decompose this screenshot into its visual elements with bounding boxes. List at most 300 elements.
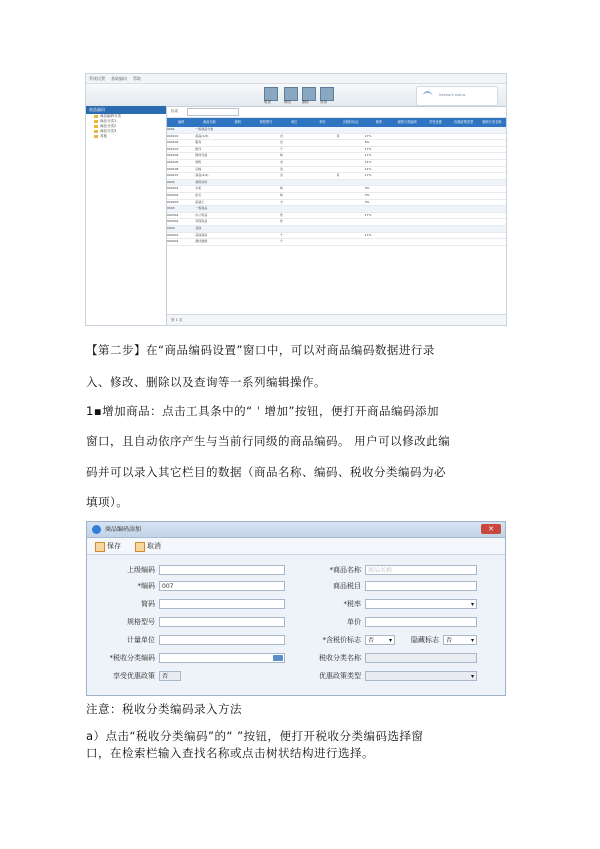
preferential-label: 享受优惠政策 — [113, 672, 155, 680]
table-cell — [280, 226, 308, 232]
table-cell — [478, 160, 506, 166]
chevron-down-icon: ▾ — [470, 601, 474, 608]
table-row[interactable] — [167, 173, 506, 180]
chevron-down-icon: ▾ — [470, 637, 474, 644]
parent-code-label: 上级编码 — [127, 566, 155, 574]
tool-label: 修改 — [284, 100, 291, 104]
table-cell — [393, 127, 421, 133]
app-logo-icon — [92, 525, 101, 534]
table-cell — [478, 233, 506, 239]
table-cell: 吨 — [280, 153, 284, 158]
table-cell: 台 — [280, 133, 284, 138]
table-cell — [450, 153, 478, 159]
search-input[interactable] — [187, 108, 239, 116]
table-cell: 钢材设备 — [195, 153, 208, 158]
tree-node[interactable]: 其他 — [86, 134, 166, 139]
column-header[interactable]: 优惠政策类型 — [454, 120, 474, 124]
table-cell — [365, 127, 393, 133]
step2-paragraph-line: 入、修改、删除以及查询等一系列编辑操作。 — [86, 375, 326, 389]
table-cell — [393, 186, 421, 192]
table-cell — [393, 219, 421, 225]
table-cell — [421, 226, 449, 232]
table-cell — [252, 173, 280, 179]
tax-included-select[interactable] — [365, 635, 395, 645]
column-header[interactable]: 税收分类编码 — [397, 120, 417, 124]
save-button[interactable]: 保存 — [95, 541, 121, 551]
table-cell — [421, 239, 449, 245]
table-row[interactable] — [167, 134, 506, 141]
table-cell — [393, 226, 421, 232]
table-cell — [393, 200, 421, 206]
table-cell: 000401 — [167, 232, 179, 237]
table-cell: 件 — [280, 219, 284, 224]
table-cell — [337, 239, 365, 245]
table-cell — [308, 134, 336, 140]
table-cell — [224, 213, 252, 219]
table-cell — [224, 200, 252, 206]
table-cell: 0004 — [167, 225, 175, 230]
table-cell — [252, 193, 280, 199]
table-cell — [252, 213, 280, 219]
table-cell — [337, 186, 365, 192]
table-cell — [478, 219, 506, 225]
table-cell: 000302 — [167, 219, 179, 224]
table-cell: 吨 — [280, 186, 284, 191]
table-cell — [337, 127, 365, 133]
table-cell — [224, 193, 252, 199]
table-cell — [252, 153, 280, 159]
table-cell — [252, 200, 280, 206]
product-table-area — [167, 106, 506, 325]
table-cell — [421, 147, 449, 153]
product-table — [167, 118, 506, 246]
table-cell — [252, 239, 280, 245]
table-cell — [450, 140, 478, 146]
short-code-field[interactable] — [159, 599, 285, 609]
table-cell: 件 — [280, 212, 284, 217]
table-cell — [308, 160, 336, 166]
table-cell — [393, 233, 421, 239]
table-cell — [478, 206, 506, 212]
table-cell: 运输 — [195, 166, 202, 171]
table-cell — [365, 226, 393, 232]
table-cell — [393, 239, 421, 245]
table-cell: 商品(1/2) — [195, 133, 209, 138]
spec-field[interactable] — [159, 617, 285, 627]
table-row[interactable] — [167, 160, 506, 167]
table-cell — [308, 127, 336, 133]
tax-class-name-label: 税收分类名称 — [319, 654, 361, 662]
close-button[interactable]: ✕ — [481, 524, 501, 534]
table-cell — [308, 193, 336, 199]
cancel-button[interactable]: 取消 — [135, 541, 161, 551]
column-header[interactable]: 含税价标志 — [342, 120, 359, 124]
table-cell: 是 — [336, 173, 340, 178]
table-cell — [421, 193, 449, 199]
table-cell — [450, 226, 478, 232]
chevron-down-icon: ▾ — [470, 673, 474, 680]
tax-item-label: 商品税目 — [333, 582, 361, 590]
table-cell: 000104 — [167, 153, 179, 158]
column-header[interactable]: 简码 — [234, 120, 241, 124]
tax-included-value: 否 — [368, 637, 375, 644]
table-cell — [224, 173, 252, 179]
table-cell — [337, 206, 365, 212]
table-cell — [478, 173, 506, 179]
table-row[interactable] — [167, 200, 506, 207]
step2-paragraph-line: 【第二步】在“商品编码设置”窗口中，可以对商品编码数据进行录 — [86, 343, 435, 357]
table-cell: 0003 — [167, 206, 175, 211]
table-cell — [337, 200, 365, 206]
delete-icon[interactable] — [302, 87, 316, 101]
table-cell: 混凝土 — [195, 199, 205, 204]
table-cell — [365, 219, 393, 225]
add-product-paragraph-line: 1▪增加商品：点击工具条中的“ ˈ 增加”按钮，便打开商品编码添加 — [86, 404, 439, 418]
chevron-down-icon: ▾ — [388, 637, 392, 644]
table-cell — [421, 134, 449, 140]
table-cell — [308, 147, 336, 153]
tax-code-paragraph-line: 口，在检索栏输入查找名称或点击树状结构进行选择。 — [86, 746, 374, 760]
table-row[interactable] — [167, 147, 506, 154]
table-cell — [308, 180, 336, 186]
table-cell: 次 — [280, 140, 284, 145]
table-cell — [365, 180, 393, 186]
table-cell — [393, 213, 421, 219]
table-cell — [450, 200, 478, 206]
table-cell: 11% — [364, 166, 372, 171]
column-header[interactable]: 税率 — [375, 120, 383, 124]
table-cell — [450, 167, 478, 173]
table-cell: 水泥 — [195, 186, 202, 191]
table-row[interactable] — [167, 127, 506, 134]
edit-icon[interactable] — [284, 87, 298, 101]
table-cell: 吨 — [280, 192, 284, 197]
table-cell: 其他商品 — [195, 232, 208, 237]
table-cell — [450, 134, 478, 140]
preferential-type-label: 优惠政策类型 — [319, 672, 361, 680]
table-row[interactable] — [167, 180, 506, 187]
table-cell: 米 — [280, 159, 284, 164]
table-cell — [224, 219, 252, 225]
table-cell — [478, 127, 506, 133]
table-cell: 000201 — [167, 186, 179, 191]
table-cell — [224, 160, 252, 166]
table-cell — [450, 239, 478, 245]
table-cell — [393, 180, 421, 186]
table-cell: 0001 — [167, 127, 175, 131]
tree-node[interactable]: 商品分类3 — [86, 129, 166, 134]
table-cell: 建筑 — [195, 159, 202, 164]
table-cell: 方 — [280, 199, 284, 204]
product-code-add-dialog — [86, 521, 506, 696]
table-cell — [252, 140, 280, 146]
column-header[interactable]: 单位 — [290, 120, 298, 124]
table-cell — [252, 167, 280, 173]
table-cell — [224, 140, 252, 146]
table-cell: 000105 — [167, 159, 179, 164]
tool-label: 删除 — [302, 100, 309, 104]
preferential-select[interactable] — [159, 671, 181, 681]
tree-header: 商品编码 — [86, 106, 166, 114]
table-cell — [478, 134, 506, 140]
table-cell: 是 — [336, 133, 340, 138]
table-cell: 000103 — [167, 146, 179, 151]
short-code-label: 简码 — [141, 600, 155, 608]
table-cell — [308, 153, 336, 159]
column-header[interactable]: 税收分类名称 — [482, 120, 502, 124]
menu-item[interactable]: 基础编码 — [111, 76, 127, 81]
table-cell: 个 — [280, 146, 284, 151]
table-cell — [478, 193, 506, 199]
table-cell — [337, 226, 365, 232]
table-cell — [252, 206, 280, 212]
add-product-paragraph-line: 填项）。 — [86, 495, 129, 509]
table-cell: 0002 — [167, 179, 175, 184]
table-cell: 000107 — [167, 173, 179, 178]
tax-item-field[interactable] — [365, 581, 477, 591]
table-cell: 个 — [280, 232, 284, 237]
table-cell — [308, 186, 336, 192]
table-row[interactable] — [167, 193, 506, 200]
table-cell — [421, 186, 449, 192]
table-row[interactable] — [167, 219, 506, 226]
table-cell — [308, 140, 336, 146]
table-cell — [478, 186, 506, 192]
table-cell — [224, 206, 252, 212]
table-cell: 个 — [280, 239, 284, 244]
table-cell — [421, 167, 449, 173]
filter-bar — [167, 106, 506, 118]
tax-class-name-field — [365, 653, 477, 663]
table-cell — [252, 219, 280, 225]
table-cell — [365, 206, 393, 212]
table-cell — [252, 160, 280, 166]
status-text: Network status — [439, 93, 466, 97]
table-cell — [224, 127, 252, 133]
table-cell: 17% — [364, 133, 372, 138]
table-cell — [450, 193, 478, 199]
table-cell — [252, 186, 280, 192]
table-cell — [224, 147, 252, 153]
table-row[interactable] — [167, 140, 506, 147]
table-cell: 一般商品 — [195, 206, 208, 211]
table-cell — [393, 193, 421, 199]
table-cell: 000202 — [167, 192, 179, 197]
preferential-type-select[interactable] — [365, 671, 477, 681]
table-row[interactable] — [167, 213, 506, 220]
table-cell: 测试数据 — [195, 239, 208, 244]
preferential-value: 否 — [162, 673, 169, 680]
table-cell — [421, 173, 449, 179]
table-row[interactable] — [167, 226, 506, 233]
table-cell: 建筑材料 — [195, 179, 208, 184]
column-header[interactable]: 享受优惠 — [429, 120, 442, 124]
table-cell — [393, 160, 421, 166]
tool-label: 查询 — [320, 100, 327, 104]
spec-label: 规格型号 — [127, 618, 155, 626]
table-cell — [280, 206, 308, 212]
table-cell — [450, 180, 478, 186]
table-cell: 商品(2/2) — [195, 173, 209, 178]
column-header[interactable]: 商品名称 — [203, 120, 216, 124]
table-cell: 17% — [364, 153, 372, 158]
table-cell — [393, 147, 421, 153]
tax-code-picker-button[interactable] — [273, 655, 283, 661]
table-cell — [252, 233, 280, 239]
table-cell — [252, 226, 280, 232]
table-cell: 办公用品 — [195, 212, 208, 217]
table-cell — [337, 219, 365, 225]
menu-bar — [86, 74, 506, 84]
table-cell — [450, 213, 478, 219]
table-cell — [280, 127, 308, 133]
table-cell — [478, 167, 506, 173]
table-cell: 3% — [364, 192, 370, 197]
pagination-bar: 第 1 页 — [167, 314, 506, 325]
table-cell: 000102 — [167, 140, 179, 145]
add-product-paragraph-line: 码并可以录入其它栏目的数据（商品名称、编码、税收分类编码为必 — [86, 465, 446, 479]
parent-code-field[interactable] — [159, 565, 285, 575]
table-cell — [337, 167, 365, 173]
table-cell: 一般商品分类 — [195, 127, 214, 131]
table-cell — [478, 147, 506, 153]
table-cell — [421, 206, 449, 212]
table-row[interactable] — [167, 239, 506, 246]
unit-price-label: 单价 — [347, 618, 361, 626]
code-label: *编码 — [137, 582, 155, 590]
unit-price-field[interactable] — [365, 617, 477, 627]
table-cell — [337, 180, 365, 186]
table-cell — [365, 239, 393, 245]
table-cell — [224, 239, 252, 245]
table-cell — [393, 153, 421, 159]
add-icon[interactable] — [264, 87, 278, 101]
product-name-field[interactable] — [365, 565, 477, 575]
tree-node[interactable]: 商品分类1 — [86, 119, 166, 124]
table-cell — [450, 127, 478, 133]
table-cell: 17% — [364, 232, 372, 237]
table-cell — [308, 206, 336, 212]
table-cell — [393, 173, 421, 179]
table-cell — [252, 147, 280, 153]
menu-item[interactable]: 帮助 — [133, 76, 141, 81]
table-cell — [252, 134, 280, 140]
table-row[interactable] — [167, 233, 506, 240]
table-cell: 其他 — [195, 225, 202, 230]
filter-label: 检索 — [171, 109, 178, 113]
table-cell — [337, 233, 365, 239]
table-cell — [337, 147, 365, 153]
table-cell — [450, 147, 478, 153]
column-header[interactable]: 编码 — [177, 120, 185, 124]
table-cell — [224, 134, 252, 140]
unit-field[interactable] — [159, 635, 285, 645]
table-cell — [478, 200, 506, 206]
table-cell: 000101 — [167, 133, 179, 138]
product-name-label: *商品名称 — [329, 566, 361, 574]
table-cell — [252, 127, 280, 133]
table-cell: 000301 — [167, 212, 179, 217]
table-cell — [421, 160, 449, 166]
table-cell — [421, 233, 449, 239]
tax-code-label: *税收分类编码 — [109, 654, 155, 662]
table-cell — [478, 153, 506, 159]
table-cell — [308, 239, 336, 245]
tax-rate-label: *税率 — [343, 600, 361, 608]
column-header[interactable]: 单价 — [319, 120, 326, 124]
table-cell — [478, 180, 506, 186]
table-cell — [393, 140, 421, 146]
column-header[interactable]: 规格型号 — [259, 120, 273, 124]
table-cell — [450, 206, 478, 212]
tax-rate-select[interactable] — [365, 599, 477, 609]
table-cell — [393, 206, 421, 212]
product-code-window-screenshot — [85, 73, 507, 326]
tree-node[interactable]: 商品编码分类 — [86, 114, 166, 119]
table-cell — [280, 180, 308, 186]
table-cell: 17% — [364, 146, 372, 151]
table-cell: 17% — [364, 212, 372, 217]
hidden-flag-select[interactable] — [443, 635, 477, 645]
code-field[interactable]: 007 — [159, 581, 285, 591]
table-cell — [308, 226, 336, 232]
table-cell: 配件 — [195, 146, 202, 151]
table-cell: 3% — [364, 186, 370, 191]
add-product-paragraph-line: 窗口，且自动依序产生与当前行同级的商品编码。 用户可以修改此编 — [86, 434, 451, 448]
table-cell — [337, 193, 365, 199]
table-cell — [224, 226, 252, 232]
table-cell — [337, 213, 365, 219]
dialog-titlebar — [87, 522, 505, 538]
wifi-icon — [423, 91, 432, 100]
table-row[interactable] — [167, 186, 506, 193]
table-cell: 6% — [364, 140, 370, 145]
tax-code-paragraph-line: a）点击“税收分类编码”的“ ”按钮，便打开税收分类编码选择窗 — [86, 729, 424, 743]
query-icon[interactable] — [320, 87, 334, 101]
table-cell — [308, 200, 336, 206]
tool-label: 增加 — [264, 100, 271, 104]
menu-item[interactable]: 系统设置 — [89, 76, 105, 81]
table-cell — [478, 239, 506, 245]
table-cell — [224, 167, 252, 173]
table-row[interactable] — [167, 153, 506, 160]
table-cell: 17% — [364, 173, 372, 178]
table-row[interactable] — [167, 206, 506, 213]
table-cell — [421, 153, 449, 159]
unit-label: 计量单位 — [127, 636, 155, 644]
table-cell: 3% — [364, 199, 370, 204]
dialog-title: 商品编码添加 — [105, 526, 142, 533]
table-row[interactable] — [167, 167, 506, 174]
table-cell — [224, 233, 252, 239]
hidden-flag-value: 否 — [446, 637, 453, 644]
network-status-panel — [416, 86, 498, 106]
table-cell — [308, 213, 336, 219]
tax-code-field[interactable] — [159, 653, 285, 663]
table-cell — [308, 167, 336, 173]
table-cell — [393, 134, 421, 140]
table-cell — [478, 213, 506, 219]
table-cell — [450, 173, 478, 179]
table-cell: 台 — [280, 173, 284, 178]
table-cell — [450, 233, 478, 239]
tree-node[interactable]: 商品分类2 — [86, 124, 166, 129]
table-cell — [421, 200, 449, 206]
table-cell — [337, 160, 365, 166]
table-header — [167, 118, 506, 127]
table-cell — [224, 153, 252, 159]
table-cell — [421, 140, 449, 146]
